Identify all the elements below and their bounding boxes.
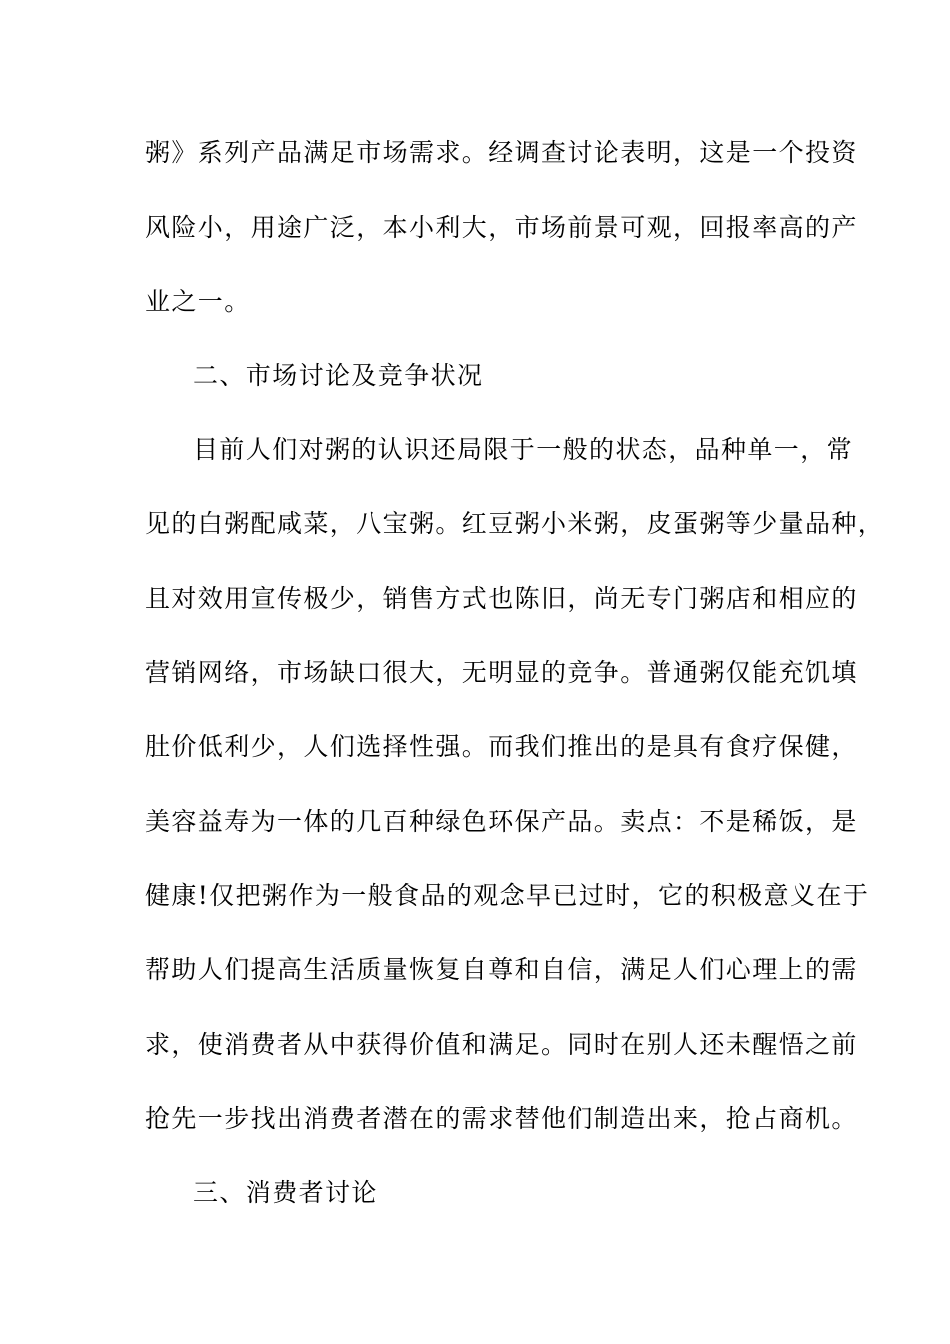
paragraph-line: 营销网络，市场缺口很大，无明显的竞争。普通粥仅能充饥填 [145,658,858,687]
paragraph-line: 帮助人们提高生活质量恢复自尊和自信，满足人们心理上的需 [145,955,858,984]
paragraph-line: 业之一。 [145,287,251,316]
paragraph-line: 健康!仅把粥作为一般食品的观念早已过时，它的积极意义在于 [145,881,870,910]
paragraph-line: 且对效用宣传极少，销售方式也陈旧，尚无专门粥店和相应的 [145,584,858,613]
paragraph-line: 美容益寿为一体的几百种绿色环保产品。卖点：不是稀饭，是 [145,807,858,836]
paragraph-line: 见的白粥配咸菜，八宝粥。红豆粥小米粥，皮蛋粥等少量品种， [145,509,885,538]
section-heading-consumer: 三、消费者讨论 [193,1178,378,1207]
paragraph-line: 肚价低利少，人们选择性强。而我们推出的是具有食疗保健， [145,732,858,761]
paragraph-line: 风险小，用途广泛，本小利大，市场前景可观，回报率高的产 [145,213,858,242]
paragraph-line: 粥》系列产品满足市场需求。经调查讨论表明，这是一个投资 [145,138,858,167]
section-heading-market: 二、市场讨论及竞争状况 [193,361,484,390]
paragraph-line: 抢先一步找出消费者潜在的需求替他们制造出来，抢占商机。 [145,1104,858,1133]
paragraph-line: 目前人们对粥的认识还局限于一般的状态，品种单一，常 [193,435,854,464]
paragraph-line: 求，使消费者从中获得价值和满足。同时在别人还未醒悟之前 [145,1030,858,1059]
